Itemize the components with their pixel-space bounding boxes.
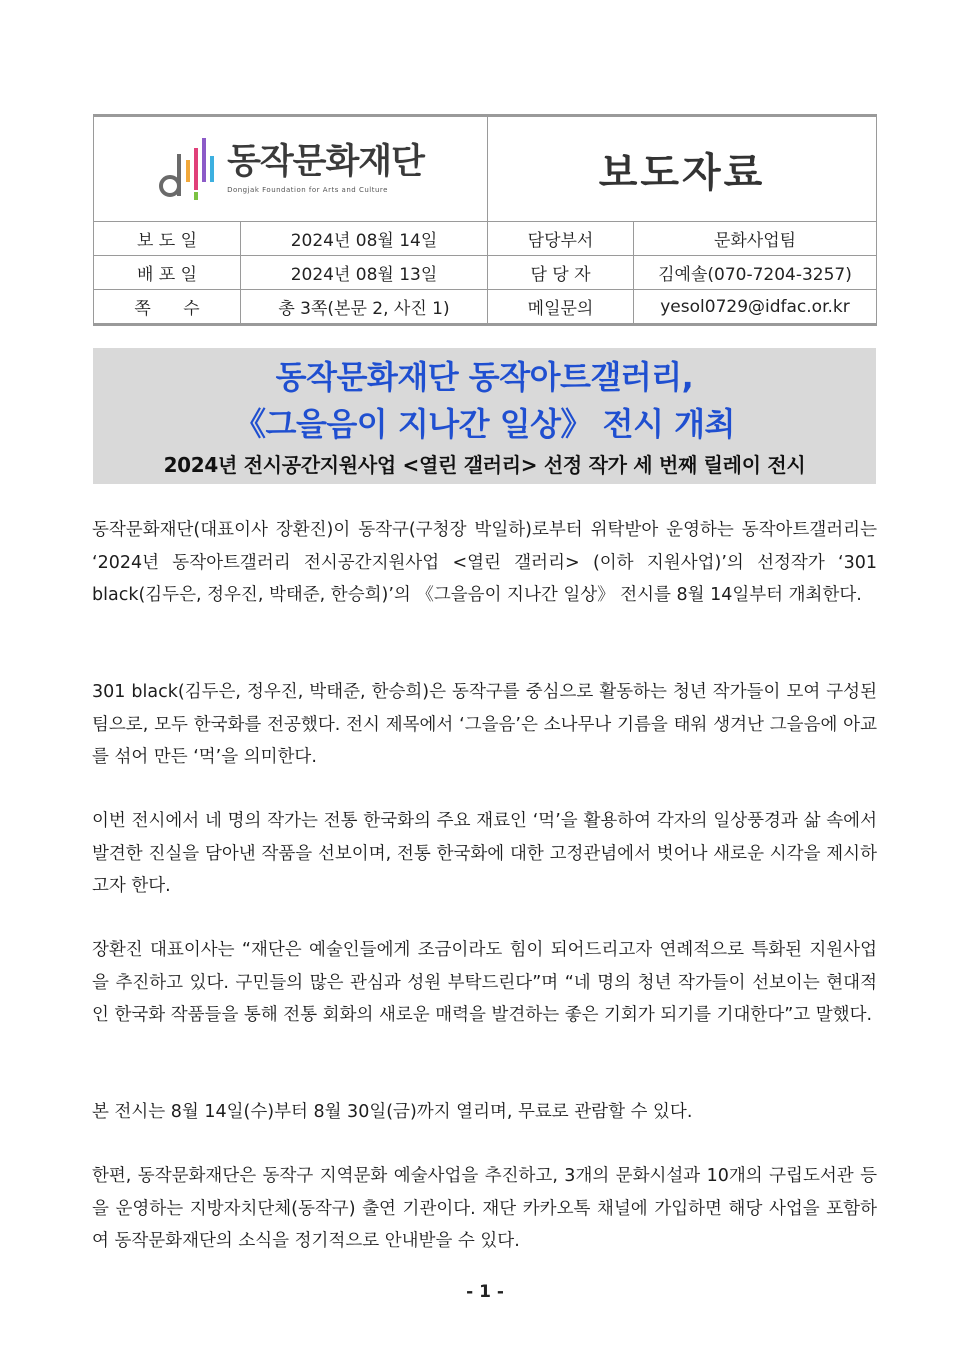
headline-line-1: 동작문화재단 동작아트갤러리, [275,358,694,396]
distribution-date-label: 배 포 일 [94,256,241,290]
headline-line-2: 《그을음이 지나간 일상》 전시 개최 [234,405,735,443]
body-paragraph-3-wrap [92,805,877,903]
department-label: 담당부서 [488,222,634,256]
body-paragraph: 장환진 대표이사는 “재단은 예술인들에게 조금이라도 힘이 되어드리고자 연례적으로 특화된 지원사업을 추진하고 있다. 구민들의 많은 관심과 성원 부탁드린다”며 “네 명의 청년 작가들이 선보이는 현대적인 한국화 작품들을 통해 전통 회화의 새로운 매력을 발견하는 좋은 기회가 되기를 기대한다”고 말했다. [92,940,877,1025]
body-paragraph: 한편, 동작문화재단은 동작구 지역문화 예술사업을 추진하고, 3개의 문화시설과 10개의 구립도서관 등을 운영하는 지방자치단체(동작구) 출연 기관이다. 재단 카카오톡 채널에 가입하면 해당 사업을 포함하여 동작문화재단의 소식을 정기적으로 안내받을 수 있다. [92,1166,877,1251]
email-value[interactable]: yesol0729@idfac.or.kr [634,290,877,325]
header-row [94,290,877,325]
body-paragraph-4-wrap [92,934,877,1032]
page-count-label: 쪽 수 [94,290,241,325]
department-value: 문화사업팀 [634,222,877,256]
body-paragraph-6-wrap [92,1160,877,1258]
headline-subtitle: 2024년 전시공간지원사업 <열린 갤러리> 선정 작가 세 번째 릴레이 전시 [163,453,806,477]
release-date-label: 보 도 일 [94,222,241,256]
body-paragraph-1-wrap [92,514,877,612]
body-paragraph-2-wrap [92,676,877,774]
press-release-title-cell [488,116,877,222]
contact-person-value: 김예솔(070-7204-3257) [634,256,877,290]
page-count-value: 총 3쪽(본문 2, 사진 1) [241,290,488,325]
page-number: - 1 - [466,1282,504,1302]
press-header-table [93,114,877,326]
header-row [94,256,877,290]
logo-subtitle: Dongjak Foundation for Arts and Culture [227,185,388,194]
body-paragraph: 301 black(김두은, 정우진, 박태준, 한승희)은 동작구를 중심으로 활동하는 청년 작가들이 모여 구성된 팀으로, 모두 한국화를 전공했다. 전시 제목에서 ‘그을음’은 소나무나 기름을 태워 생겨난 그을음에 아교를 섞어 만든 ‘먹’을 의미한다. [92,682,877,767]
logo-mark-icon [157,134,221,204]
headline-box [93,348,876,484]
release-date-value: 2024년 08월 14일 [241,222,488,256]
logo-cell [94,116,488,222]
distribution-date-value: 2024년 08월 13일 [241,256,488,290]
body-paragraph-5-wrap [92,1096,877,1129]
logo-name: 동작문화재단 [227,141,424,182]
contact-person-label: 담 당 자 [488,256,634,290]
body-paragraph: 이번 전시에서 네 명의 작가는 전통 한국화의 주요 재료인 ‘먹’을 활용하여 각자의 일상풍경과 삶 속에서 발견한 진실을 담아낸 작품을 선보이며, 전통 한국화에 대한 고정관념에서 벗어나 새로운 시각을 제시하고자 한다. [92,811,877,896]
press-release-title: 보도자료 [598,149,766,196]
body-paragraph: 본 전시는 8월 14일(수)부터 8월 30일(금)까지 열리며, 무료로 관람할 수 있다. [92,1102,693,1122]
foundation-logo [94,134,487,204]
body-paragraph: 동작문화재단(대표이사 장환진)이 동작구(구청장 박일하)로부터 위탁받아 운영하는 동작아트갤러리는 ‘2024년 동작아트갤러리 전시공간지원사업 <열린 갤러리> (이하 지원사업)’의 선정작가 ‘301 black(김두은, 정우진, 박태준, 한승희)’의 《그을음이 지나간 일상》 전시를 8월 14일부터 개최한다. [92,520,877,605]
email-label: 메일문의 [488,290,634,325]
header-row [94,222,877,256]
